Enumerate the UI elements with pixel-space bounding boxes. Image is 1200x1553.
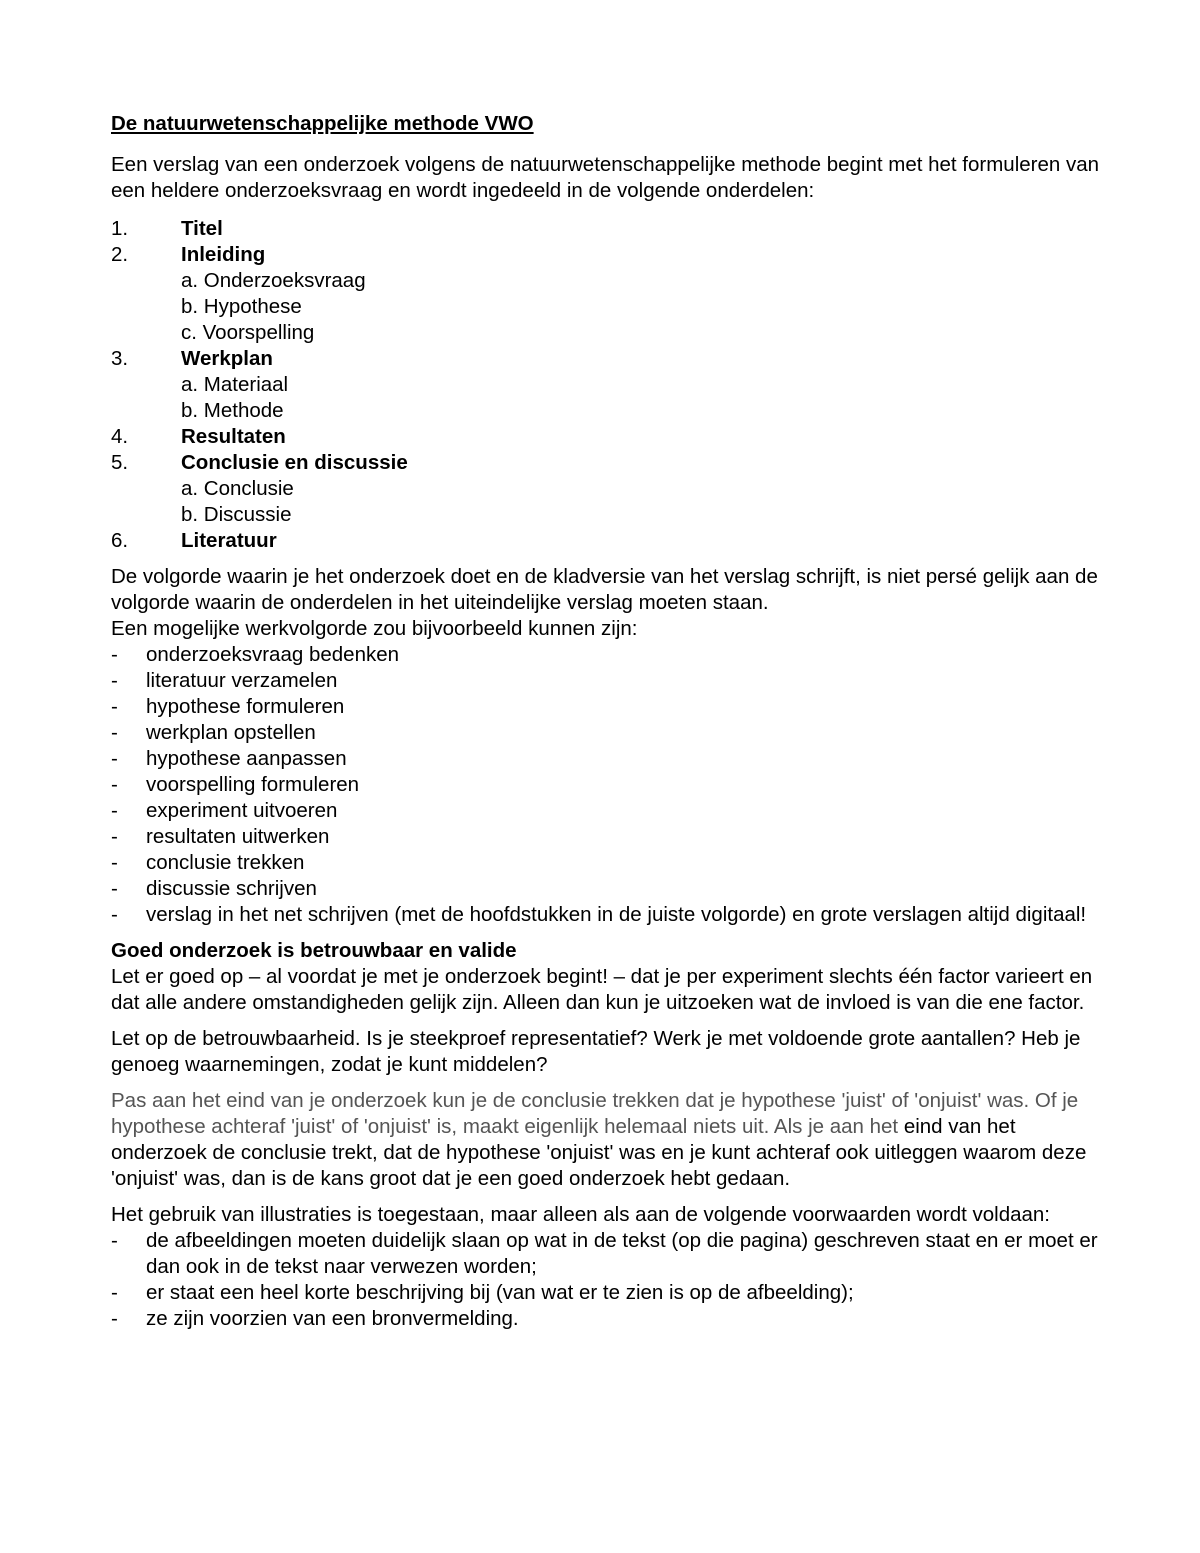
outline-item-number: 4. [111,425,129,448]
dash-bullet: - [111,1281,118,1304]
list-item-text: experiment uitvoeren [146,799,338,822]
list-item-text: voorspelling formuleren [146,773,360,796]
outline-item-label: Werkplan [181,347,273,370]
work-order-list [111,642,1101,928]
list-item [111,876,1101,902]
hypothesis-paragraph-part-2: eind van het onderzoek de conclusie trekt, dat de hypothese 'onjuist' was en je kunt achteraf ook uitleggen waarom deze 'onjuist' was, dan is de kans groot dat je een goed onderzoek hebt gedaan. [111,1115,1087,1190]
document-title: De natuurwetenschappelijke methode VWO [111,112,534,135]
list-item [111,720,1101,746]
list-item [111,772,1101,798]
dash-bullet: - [111,851,118,874]
hypothesis-paragraph-part-1: Pas aan het eind van je onderzoek kun je de conclusie trekken dat je hypothese 'juist' of 'onjuist' was. Of je hypothese achteraf 'juist' of 'onjuist' is, maakt eigenlijk helemaal niets uit. Als je aan het [111,1089,1079,1138]
list-item [111,1280,1101,1306]
list-item-text: ze zijn voorzien van een bronvermelding. [146,1307,519,1330]
dash-bullet: - [111,643,118,666]
list-item [111,902,1101,928]
intro-paragraph: Een verslag van een onderzoek volgens de natuurwetenschappelijke methode begint met het formuleren van een heldere onderzoeksvraag en wordt ingedeeld in de volgende onderdelen: [111,153,1100,202]
list-item-text: hypothese aanpassen [146,747,347,770]
outline-subitem: b. Methode [181,399,284,422]
section-heading: Goed onderzoek is betrouwbaar en valide [111,939,517,962]
outline-subitem: c. Voorspelling [181,321,315,344]
list-item-text: onderzoeksvraag bedenken [146,643,400,666]
list-item [111,824,1101,850]
outline-item-label: Titel [181,217,223,240]
outline-item-number: 2. [111,243,129,266]
list-item [111,850,1101,876]
list-item [111,1306,1101,1332]
outline-item [111,242,1101,268]
outline-item [111,216,1101,242]
outline-subitem: a. Materiaal [181,373,289,396]
dash-bullet: - [111,799,118,822]
list-item [111,642,1101,668]
outline-item-number: 1. [111,217,129,240]
illustration-rules-list [111,1228,1101,1332]
list-item [111,1228,1101,1280]
outline-item [111,450,1101,476]
document-content [111,111,1101,1332]
list-item-text: er staat een heel korte beschrijving bij (van wat er te zien is op de afbeelding); [146,1281,854,1304]
list-item-text: verslag in het net schrijven (met de hoofdstukken in de juiste volgorde) en grote verslagen altijd digitaal! [146,903,1087,926]
hypothesis-paragraph [111,1088,1101,1192]
outline-subitem: a. Conclusie [181,477,294,500]
outline-item-number: 5. [111,451,129,474]
dash-bullet: - [111,1229,118,1252]
dash-bullet: - [111,721,118,744]
list-item-text: literatuur verzamelen [146,669,338,692]
list-item-text: werkplan opstellen [146,721,316,744]
outline-list [111,216,1101,554]
order-paragraph: De volgorde waarin je het onderzoek doet en de kladversie van het verslag schrijft, is niet persé gelijk aan de volgorde waarin de onderdelen in het uiteindelijke verslag moeten staan. [111,565,1098,614]
dash-bullet: - [111,903,118,926]
reliability-paragraph: Let op de betrouwbaarheid. Is je steekproef representatief? Werk je met voldoende grote aantallen? Heb je genoeg waarnemingen, zodat je kunt middelen? [111,1027,1081,1076]
dash-bullet: - [111,747,118,770]
list-item-text: discussie schrijven [146,877,317,900]
dash-bullet: - [111,695,118,718]
list-item [111,798,1101,824]
outline-item [111,346,1101,372]
dash-bullet: - [111,877,118,900]
outline-item-number: 6. [111,529,129,552]
outline-subitem: b. Hypothese [181,295,302,318]
list-item-text: de afbeeldingen moeten duidelijk slaan op wat in de tekst (op die pagina) geschreven staat en er moet er dan ook in de tekst naar verwezen worden; [146,1229,1098,1278]
outline-item [111,424,1101,450]
list-item [111,694,1101,720]
outline-item [111,528,1101,554]
outline-item-label: Conclusie en discussie [181,451,408,474]
dash-bullet: - [111,1307,118,1330]
validity-paragraph: Let er goed op – al voordat je met je onderzoek begint! – dat je per experiment slechts één factor varieert en dat alle andere omstandigheden gelijk zijn. Alleen dan kun je uitzoeken wat de invloed is van die ene factor. [111,965,1093,1014]
list-item [111,746,1101,772]
dash-bullet: - [111,825,118,848]
list-item-text: hypothese formuleren [146,695,345,718]
dash-bullet: - [111,773,118,796]
list-item-text: resultaten uitwerken [146,825,330,848]
outline-item-number: 3. [111,347,129,370]
outline-subitem: a. Onderzoeksvraag [181,269,366,292]
illustrations-intro: Het gebruik van illustraties is toegestaan, maar alleen als aan de volgende voorwaarden wordt voldaan: [111,1203,1051,1226]
work-order-intro: Een mogelijke werkvolgorde zou bijvoorbeeld kunnen zijn: [111,617,638,640]
dash-bullet: - [111,669,118,692]
outline-item-label: Resultaten [181,425,286,448]
outline-subitem: b. Discussie [181,503,292,526]
outline-item-label: Inleiding [181,243,266,266]
outline-item-label: Literatuur [181,529,277,552]
list-item-text: conclusie trekken [146,851,305,874]
list-item [111,668,1101,694]
